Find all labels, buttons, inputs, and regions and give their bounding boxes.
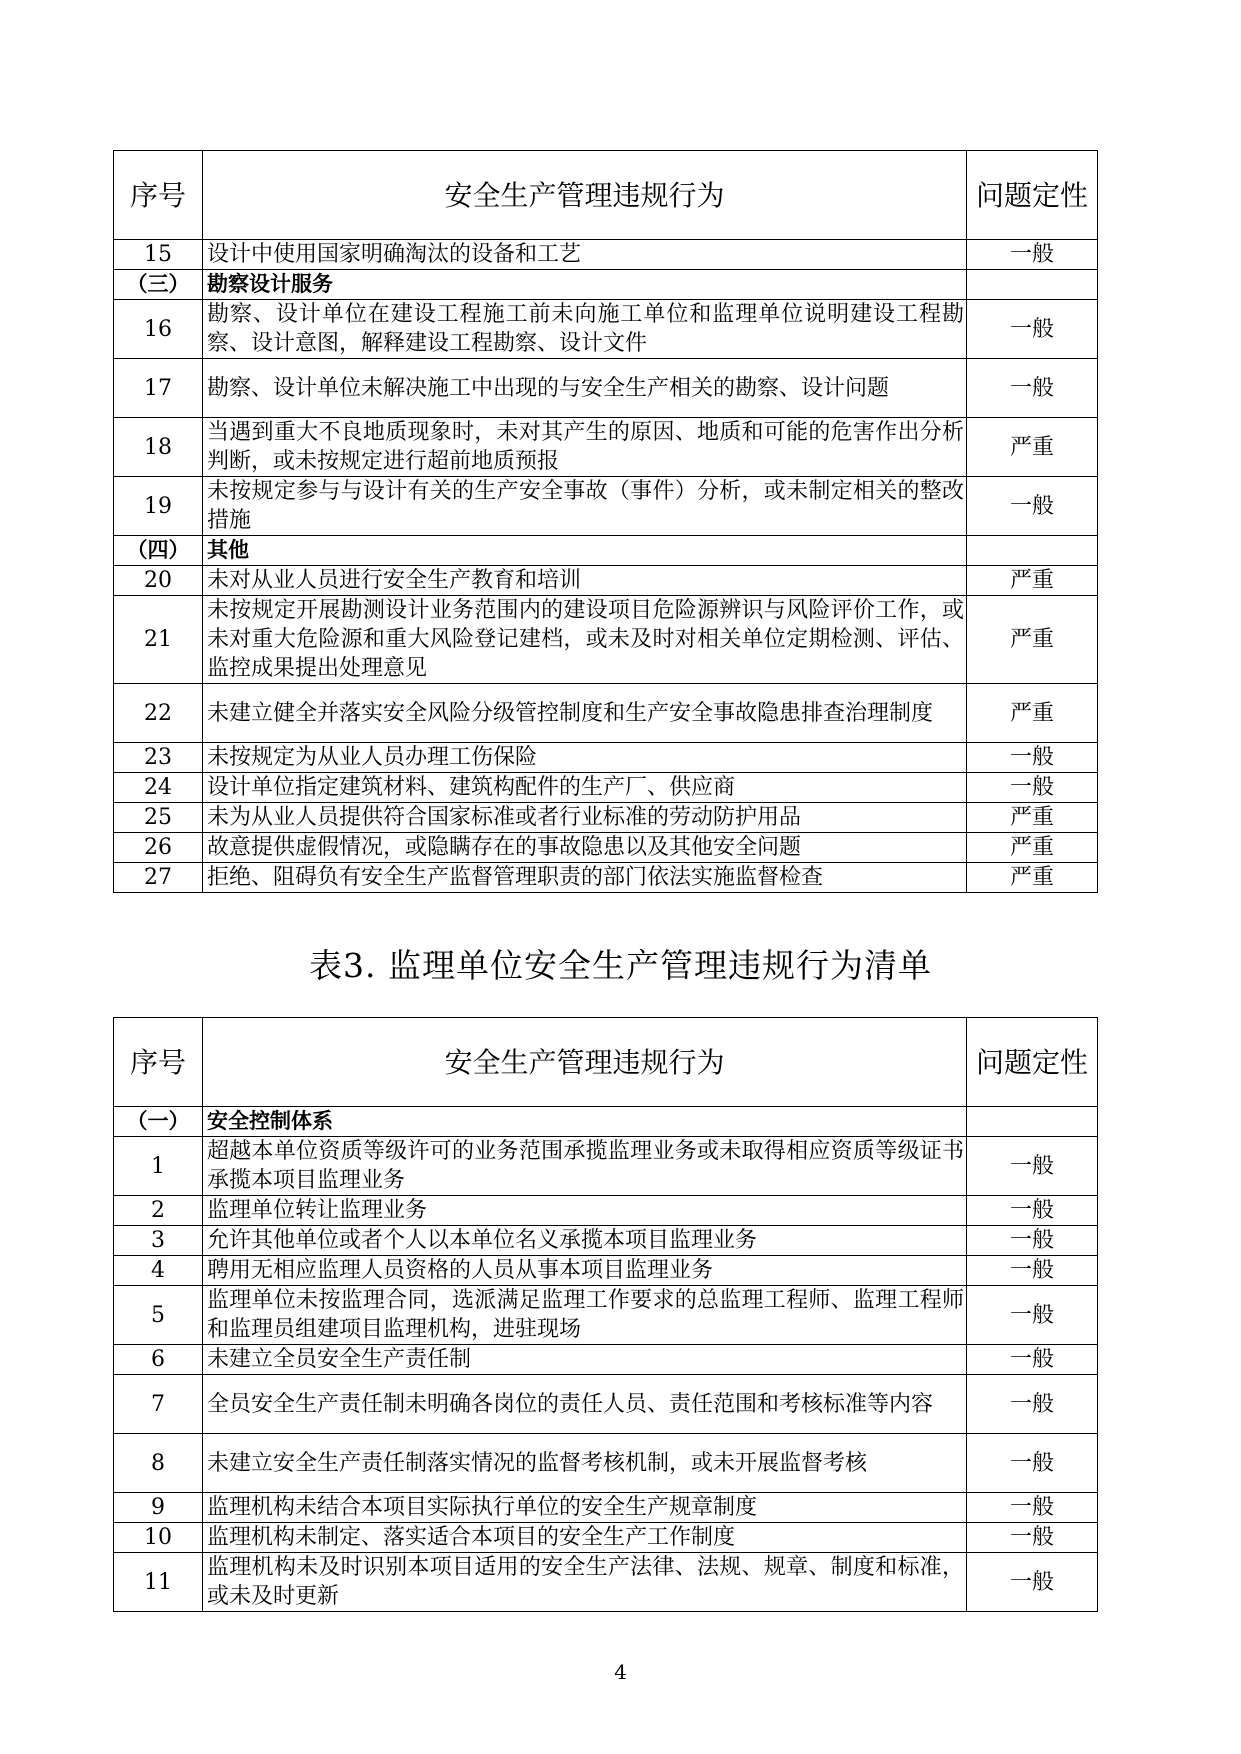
row-serial-number: 24 <box>114 773 203 803</box>
table-row <box>114 833 1098 863</box>
table-row <box>114 1196 1098 1226</box>
row-serial-number: 17 <box>114 359 203 418</box>
row-classification: 严重 <box>967 833 1098 863</box>
table-row <box>114 477 1098 536</box>
table-body <box>114 240 1098 893</box>
table-row <box>114 1137 1098 1196</box>
row-classification: 一般 <box>967 773 1098 803</box>
table-row <box>114 1345 1098 1375</box>
row-violation-text: 未按规定为从业人员办理工伤保险 <box>203 743 967 773</box>
table-header-row <box>114 151 1098 240</box>
row-violation-text: 未按规定参与与设计有关的生产安全事故（事件）分析，或未制定相关的整改措施 <box>203 477 967 536</box>
row-serial-number: 11 <box>114 1553 203 1612</box>
row-violation-text: 允许其他单位或者个人以本单位名义承揽本项目监理业务 <box>203 1226 967 1256</box>
table-row <box>114 1226 1098 1256</box>
table-row <box>114 1375 1098 1434</box>
table-row <box>114 566 1098 596</box>
row-serial-number: 26 <box>114 833 203 863</box>
row-classification <box>967 536 1098 566</box>
row-violation-text: 设计单位指定建筑材料、建筑构配件的生产厂、供应商 <box>203 773 967 803</box>
row-classification: 一般 <box>967 1137 1098 1196</box>
row-classification: 一般 <box>967 1375 1098 1434</box>
table-row <box>114 596 1098 684</box>
row-violation-text: 监理单位未按监理合同，选派满足监理工作要求的总监理工程师、监理工程师和监理员组建项目监理机构，进驻现场 <box>203 1286 967 1345</box>
row-violation-text: 未建立健全并落实安全风险分级管控制度和生产安全事故隐患排查治理制度 <box>203 684 967 743</box>
header-serial-number: 序号 <box>114 1018 203 1107</box>
row-classification: 一般 <box>967 743 1098 773</box>
row-violation-text: 监理机构未结合本项目实际执行单位的安全生产规章制度 <box>203 1493 967 1523</box>
header-violation: 安全生产管理违规行为 <box>203 1018 967 1107</box>
row-serial-number: （四） <box>114 536 203 566</box>
row-serial-number: 8 <box>114 1434 203 1493</box>
row-serial-number: 4 <box>114 1256 203 1286</box>
violations-table-supervision <box>113 1017 1097 1612</box>
row-classification: 一般 <box>967 1226 1098 1256</box>
row-serial-number: 7 <box>114 1375 203 1434</box>
row-classification: 一般 <box>967 1553 1098 1612</box>
row-serial-number: 25 <box>114 803 203 833</box>
row-violation-text: 监理机构未制定、落实适合本项目的安全生产工作制度 <box>203 1523 967 1553</box>
table-row <box>114 240 1098 270</box>
row-classification: 严重 <box>967 684 1098 743</box>
table-row <box>114 1286 1098 1345</box>
row-classification: 严重 <box>967 596 1098 684</box>
row-violation-text: 全员安全生产责任制未明确各岗位的责任人员、责任范围和考核标准等内容 <box>203 1375 967 1434</box>
row-classification: 一般 <box>967 1434 1098 1493</box>
table-row <box>114 1256 1098 1286</box>
table-row <box>114 359 1098 418</box>
section-row <box>114 1107 1098 1137</box>
row-classification: 一般 <box>967 1286 1098 1345</box>
row-serial-number: 3 <box>114 1226 203 1256</box>
row-serial-number: 19 <box>114 477 203 536</box>
section-row <box>114 270 1098 300</box>
row-classification <box>967 270 1098 300</box>
row-classification: 一般 <box>967 1196 1098 1226</box>
row-violation-text: 未建立安全生产责任制落实情况的监督考核机制，或未开展监督考核 <box>203 1434 967 1493</box>
row-violation-text: 安全控制体系 <box>203 1107 967 1137</box>
row-serial-number: 23 <box>114 743 203 773</box>
row-classification: 一般 <box>967 1493 1098 1523</box>
row-serial-number: 27 <box>114 863 203 893</box>
row-classification: 严重 <box>967 566 1098 596</box>
row-violation-text: 故意提供虚假情况，或隐瞒存在的事故隐患以及其他安全问题 <box>203 833 967 863</box>
row-serial-number: （三） <box>114 270 203 300</box>
row-serial-number: 9 <box>114 1493 203 1523</box>
header-violation: 安全生产管理违规行为 <box>203 151 967 240</box>
row-classification: 严重 <box>967 803 1098 833</box>
header-classification: 问题定性 <box>967 1018 1098 1107</box>
row-violation-text: 监理机构未及时识别本项目适用的安全生产法律、法规、规章、制度和标准，或未及时更新 <box>203 1553 967 1612</box>
table-body <box>114 1107 1098 1612</box>
row-serial-number: 10 <box>114 1523 203 1553</box>
row-serial-number: 16 <box>114 300 203 359</box>
row-serial-number: （一） <box>114 1107 203 1137</box>
table-row <box>114 1553 1098 1612</box>
header-classification: 问题定性 <box>967 151 1098 240</box>
page-number: 4 <box>614 1660 627 1684</box>
row-classification: 严重 <box>967 863 1098 893</box>
row-violation-text: 未按规定开展勘测设计业务范围内的建设项目危险源辨识与风险评价工作，或未对重大危险源和重大风险登记建档，或未及时对相关单位定期检测、评估、监控成果提出处理意见 <box>203 596 967 684</box>
row-serial-number: 5 <box>114 1286 203 1345</box>
row-serial-number: 6 <box>114 1345 203 1375</box>
row-classification: 一般 <box>967 1256 1098 1286</box>
table-row <box>114 418 1098 477</box>
row-serial-number: 15 <box>114 240 203 270</box>
table-header-row <box>114 1018 1098 1107</box>
row-violation-text: 勘察、设计单位在建设工程施工前未向施工单位和监理单位说明建设工程勘察、设计意图，解释建设工程勘察、设计文件 <box>203 300 967 359</box>
table-row <box>114 1493 1098 1523</box>
row-violation-text: 勘察设计服务 <box>203 270 967 300</box>
table-row <box>114 803 1098 833</box>
table-row <box>114 300 1098 359</box>
row-classification: 一般 <box>967 300 1098 359</box>
table-row <box>114 863 1098 893</box>
row-classification: 一般 <box>967 359 1098 418</box>
row-classification: 一般 <box>967 1523 1098 1553</box>
table-row <box>114 1523 1098 1553</box>
row-serial-number: 1 <box>114 1137 203 1196</box>
row-serial-number: 2 <box>114 1196 203 1226</box>
header-serial-number: 序号 <box>114 151 203 240</box>
row-violation-text: 聘用无相应监理人员资格的人员从事本项目监理业务 <box>203 1256 967 1286</box>
row-violation-text: 监理单位转让监理业务 <box>203 1196 967 1226</box>
row-violation-text: 未对从业人员进行安全生产教育和培训 <box>203 566 967 596</box>
row-violation-text: 当遇到重大不良地质现象时，未对其产生的原因、地质和可能的危害作出分析判断，或未按规定进行超前地质预报 <box>203 418 967 477</box>
row-classification: 一般 <box>967 240 1098 270</box>
row-classification: 一般 <box>967 1345 1098 1375</box>
table-row <box>114 684 1098 743</box>
section-row <box>114 536 1098 566</box>
table-row <box>114 773 1098 803</box>
row-classification: 严重 <box>967 418 1098 477</box>
table-row <box>114 743 1098 773</box>
row-classification <box>967 1107 1098 1137</box>
row-violation-text: 未为从业人员提供符合国家标准或者行业标准的劳动防护用品 <box>203 803 967 833</box>
row-serial-number: 22 <box>114 684 203 743</box>
table-row <box>114 1434 1098 1493</box>
row-serial-number: 20 <box>114 566 203 596</box>
row-violation-text: 未建立全员安全生产责任制 <box>203 1345 967 1375</box>
row-serial-number: 21 <box>114 596 203 684</box>
row-violation-text: 超越本单位资质等级许可的业务范围承揽监理业务或未取得相应资质等级证书承揽本项目监理业务 <box>203 1137 967 1196</box>
table-caption: 表3. 监理单位安全生产管理违规行为清单 <box>309 946 932 985</box>
row-violation-text: 设计中使用国家明确淘汰的设备和工艺 <box>203 240 967 270</box>
row-classification: 一般 <box>967 477 1098 536</box>
row-serial-number: 18 <box>114 418 203 477</box>
row-violation-text: 拒绝、阻碍负有安全生产监督管理职责的部门依法实施监督检查 <box>203 863 967 893</box>
row-violation-text: 勘察、设计单位未解决施工中出现的与安全生产相关的勘察、设计问题 <box>203 359 967 418</box>
row-violation-text: 其他 <box>203 536 967 566</box>
violations-table-design <box>113 150 1097 893</box>
